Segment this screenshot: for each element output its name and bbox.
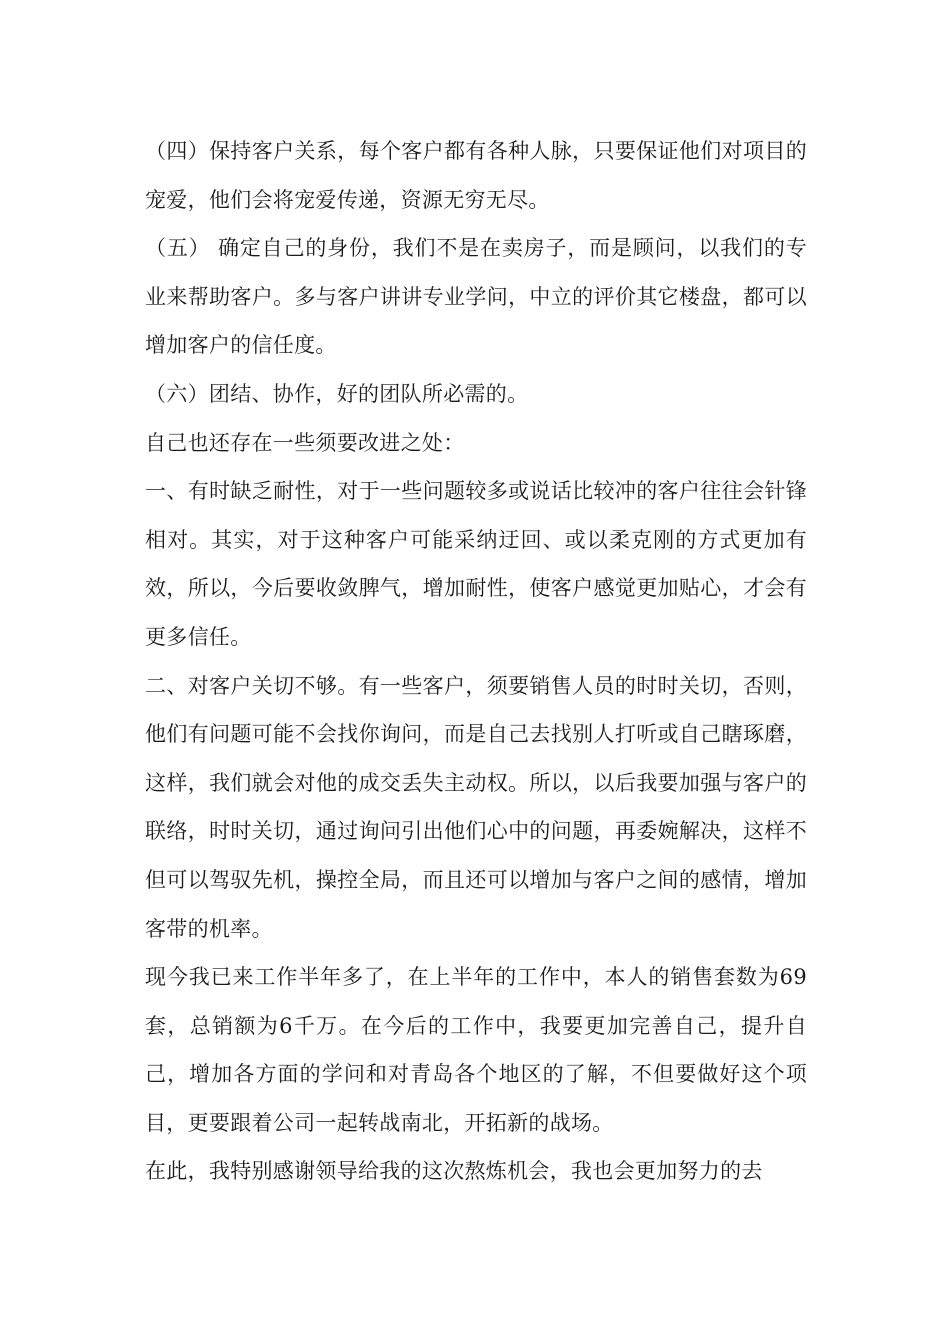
paragraph-improvement-2: 二、对客户关切不够。有一些客户，须要销售人员的时时关切，否则，他们有问题可能不会找你询问，而是自己去找别人打听或自己瞎琢磨，这样，我们就会对他的成交丢失主动权。所以，以后我要加强与客户的联络，时时关切，通过询问引出他们心中的问题，再委婉解决，这样不但可以驾驭先机，操控全局，而且还可以增加与客户之间的感情，增加客带的机率。 [145,673,807,941]
paragraph-6-teamwork: （六）团结、协作，好的团队所必需的。 [145,381,529,406]
paragraph-improvement-1: 一、有时缺乏耐性，对于一些问题较多或说话比较冲的客户往往会针锋相对。其实，对于这种客户可能采纳迂回、或以柔克刚的方式更加有效，所以，今后要收敛脾气，增加耐性，使客户感觉更加贴心，才会有更多信任。 [145,479,807,649]
paragraph-thanks: 在此，我特别感谢领导给我的这次熬炼机会，我也会更加努力的去 [145,1159,763,1184]
paragraph-improvements-intro: 自己也还存在一些须要改进之处： [145,430,465,455]
document-body [145,127,807,1196]
paragraph-4-maintain-relations: （四）保持客户关系，每个客户都有各种人脉，只要保证他们对项目的宠爱，他们会将宠爱传递，资源无穷无尽。 [145,139,807,212]
paragraph-sales-summary: 现今我已来工作半年多了，在上半年的工作中，本人的销售套数为69套，总销额为6千万。在今后的工作中，我要更加完善自己，提升自己，增加各方面的学问和对青岛各个地区的了解，不但要做好这个项目，更要跟着公司一起转战南北，开拓新的战场。 [145,965,807,1135]
paragraph-5-identity: （五） 确定自己的身份，我们不是在卖房子，而是顾问，以我们的专业来帮助客户。多与客户讲讲专业学问，中立的评价其它楼盘，都可以增加客户的信任度。 [145,236,807,358]
